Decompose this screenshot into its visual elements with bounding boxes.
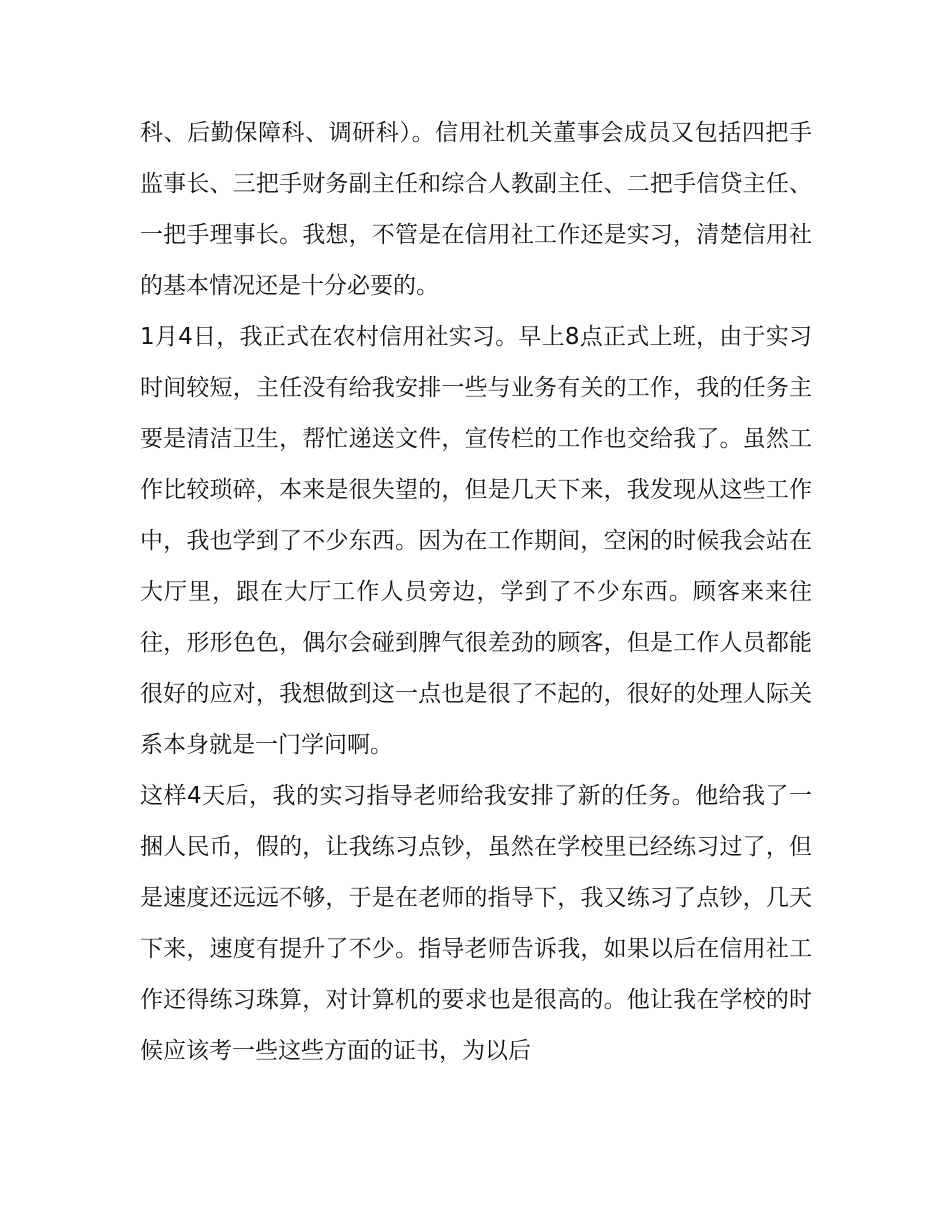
document-body <box>140 108 812 1077</box>
paragraph-3: 这样4天后，我的实习指导老师给我安排了新的任务。他给我了一捆人民币，假的，让我练习点钞，虽然在学校里已经练习过了，但是速度还远远不够，于是在老师的指导下，我又练习了点钞，几天下来，速度有提升了不少。指导老师告诉我，如果以后在信用社工作还得练习珠算，对计算机的要求也是很高的。他让我在学校的时候应该考一些这些方面的证书，为以后 <box>140 783 812 1064</box>
paragraph-1: 科、后勤保障科、调研科）。信用社机关董事会成员又包括四把手监事长、三把手财务副主任和综合人教副主任、二把手信贷主任、一把手理事长。我想，不管是在信用社工作还是实习，清楚信用社的基本情况还是十分必要的。 <box>140 120 812 299</box>
paragraph-2: 1月4日，我正式在农村信用社实习。早上8点正式上班，由于实习时间较短，主任没有给我安排一些与业务有关的工作，我的任务主要是清洁卫生，帮忙递送文件，宣传栏的工作也交给我了。虽然工作比较琐碎，本来是很失望的，但是几天下来，我发现从这些工作中，我也学到了不少东西。因为在工作期间，空闲的时候我会站在大厅里，跟在大厅工作人员旁边，学到了不少东西。顾客来来往往，形形色色，偶尔会碰到脾气很差劲的顾客，但是工作人员都能很好的应对，我想做到这一点也是很了不起的，很好的处理人际关系本身就是一门学问啊。 <box>140 324 812 758</box>
